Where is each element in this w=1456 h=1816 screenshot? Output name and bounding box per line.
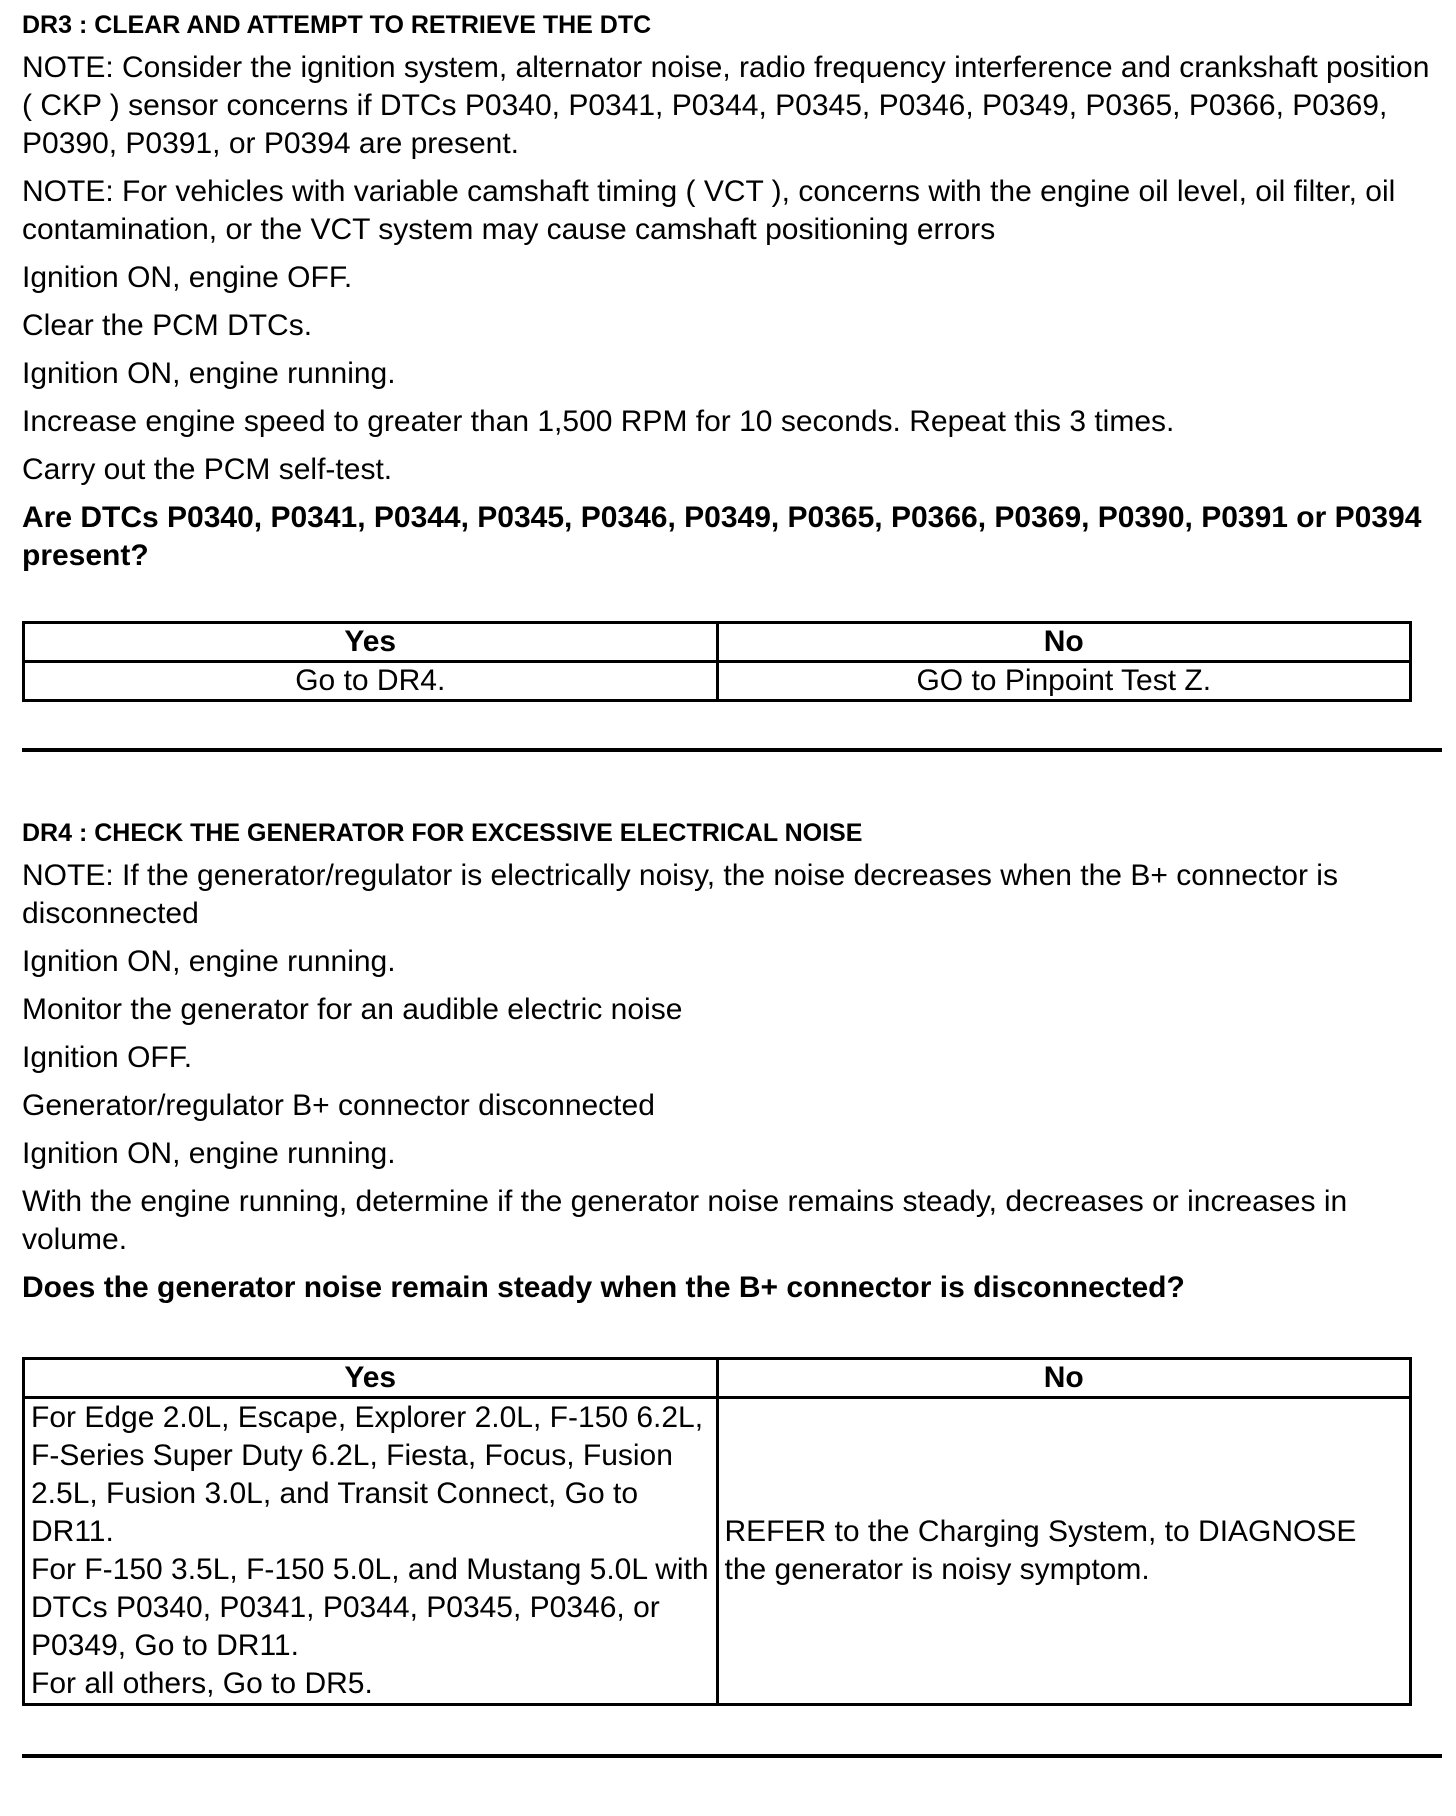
dr4-yes-header: Yes: [24, 1359, 718, 1398]
dr4-heading: DR4 : CHECK THE GENERATOR FOR EXCESSIVE ELECTRICAL NOISE: [22, 819, 863, 847]
dr4-question: Does the generator noise remain steady when the B+ connector is disconnected?: [22, 1271, 1185, 1304]
dr4-yes-line: For F-150 3.5L, F-150 5.0L, and Mustang 5.0L with DTCs P0340, P0341, P0344, P0345, P0346, or P0349, Go to DR11.: [31, 1553, 709, 1662]
dr3-no-header: No: [717, 623, 1411, 662]
dr3-step: Ignition ON, engine running.: [22, 357, 396, 390]
dr3-note-2: NOTE: For vehicles with variable camshaft timing ( VCT ), concerns with the engine oil level, oil filter, oil contamination, or the VCT system may cause camshaft positioning errors: [22, 175, 1396, 246]
document-page: [22, 10, 1432, 1758]
dr4-step: With the engine running, determine if the generator noise remains steady, decreases or increases in volume.: [22, 1185, 1348, 1256]
dr4-note-1: NOTE: If the generator/regulator is electrically noisy, the noise decreases when the B+ connector is disconnected: [22, 859, 1338, 930]
dr4-yes-line: For all others, Go to DR5.: [31, 1667, 373, 1700]
dr3-yes-header: Yes: [24, 623, 718, 662]
dr4-yes-line: For Edge 2.0L, Escape, Explorer 2.0L, F-150 6.2L, F-Series Super Duty 6.2L, Fiesta, Focus, Fusion 2.5L, Fusion 3.0L, and Transit Connect, Go to DR11.: [31, 1401, 704, 1548]
dr3-result-table: [22, 621, 1412, 702]
dr3-step: Increase engine speed to greater than 1,500 RPM for 10 seconds. Repeat this 3 times.: [22, 405, 1175, 438]
dr4-no-header: No: [717, 1359, 1411, 1398]
dr4-step: Ignition OFF.: [22, 1041, 193, 1074]
dr4-step: Ignition ON, engine running.: [22, 1137, 396, 1170]
dr4-no-cell: REFER to the Charging System, to DIAGNOSE the generator is noisy symptom.: [717, 1398, 1411, 1705]
dr4-step: Ignition ON, engine running.: [22, 945, 396, 978]
dr3-no-cell: GO to Pinpoint Test Z.: [717, 662, 1411, 701]
dr4-step: Generator/regulator B+ connector disconnected: [22, 1089, 655, 1122]
dr3-note-1: NOTE: Consider the ignition system, alternator noise, radio frequency interference and crankshaft position ( CKP ) sensor concerns if DTCs P0340, P0341, P0344, P0345, P0346, P0349, P0365, P0366, P0369, P0390, P0391, or P0394 are present.: [22, 51, 1430, 160]
dr3-step: Clear the PCM DTCs.: [22, 309, 313, 342]
dr4-section: [22, 818, 1432, 1758]
dr3-step: Ignition ON, engine OFF.: [22, 261, 353, 294]
dr4-yes-cell: [24, 1398, 718, 1705]
dr3-question: Are DTCs P0340, P0341, P0344, P0345, P0346, P0349, P0365, P0366, P0369, P0390, P0391 or P0394 present?: [22, 501, 1422, 572]
dr4-step: Monitor the generator for an audible electric noise: [22, 993, 683, 1026]
dr3-step: Carry out the PCM self-test.: [22, 453, 393, 486]
dr3-yes-cell: Go to DR4.: [24, 662, 718, 701]
dr4-result-table: [22, 1357, 1412, 1706]
dr3-heading: DR3 : CLEAR AND ATTEMPT TO RETRIEVE THE DTC: [22, 11, 652, 39]
dr3-section: [22, 10, 1432, 752]
section-divider: [22, 1754, 1442, 1758]
